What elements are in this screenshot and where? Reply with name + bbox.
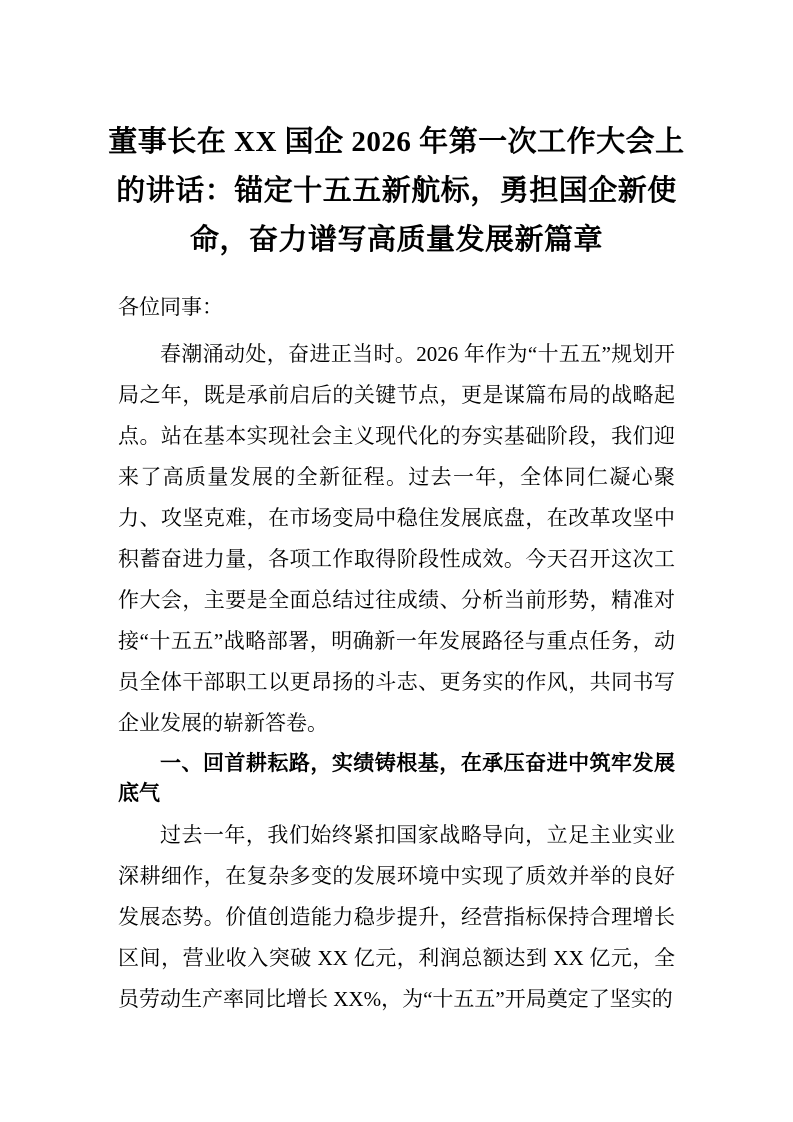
document-title: 董事长在 XX 国企 2026 年第一次工作大会上的讲话：锚定十五五新航标，勇担国企新使命，奋力谱写高质量发展新篇章 [108, 126, 685, 256]
section-1-heading: 一、回首耕耘路，实绩铸根基，在承压奋进中筑牢发展底气 [118, 752, 675, 805]
salutation: 各位同事： [118, 295, 223, 319]
opening-paragraph: 春潮涌动处，奋进正当时。2026 年作为“十五五”规划开局之年，既是承前启后的关键节点，更是谋篇布局的战略起点。站在基本实现社会主义现代化的夯实基础阶段，我们迎来了高质量发展的全新征程。过去一年，全体同仁凝心聚力、攻坚克难，在市场变局中稳住发展底盘，在改革攻坚中积蓄奋进力量，各项工作取得阶段性成效。今天召开这次工作大会，主要是全面总结过往成绩、分析当前形势，精准对接“十五五”战略部署，明确新一年发展路径与重点任务，动员全体干部职工以更昂扬的斗志、更务实的作风，共同书写企业发展的崭新答卷。 [118, 342, 675, 735]
section-1-paragraph: 过去一年，我们始终紧扣国家战略导向，立足主业实业深耕细作，在复杂多变的发展环境中实现了质效并举的良好发展态势。价值创造能力稳步提升，经营指标保持合理增长区间，营业收入突破 XX 亿元，利润总额达到 XX 亿元，全员劳动生产率同比增长 XX%，为“十五五”开局奠定了坚实的 [118, 823, 675, 1011]
